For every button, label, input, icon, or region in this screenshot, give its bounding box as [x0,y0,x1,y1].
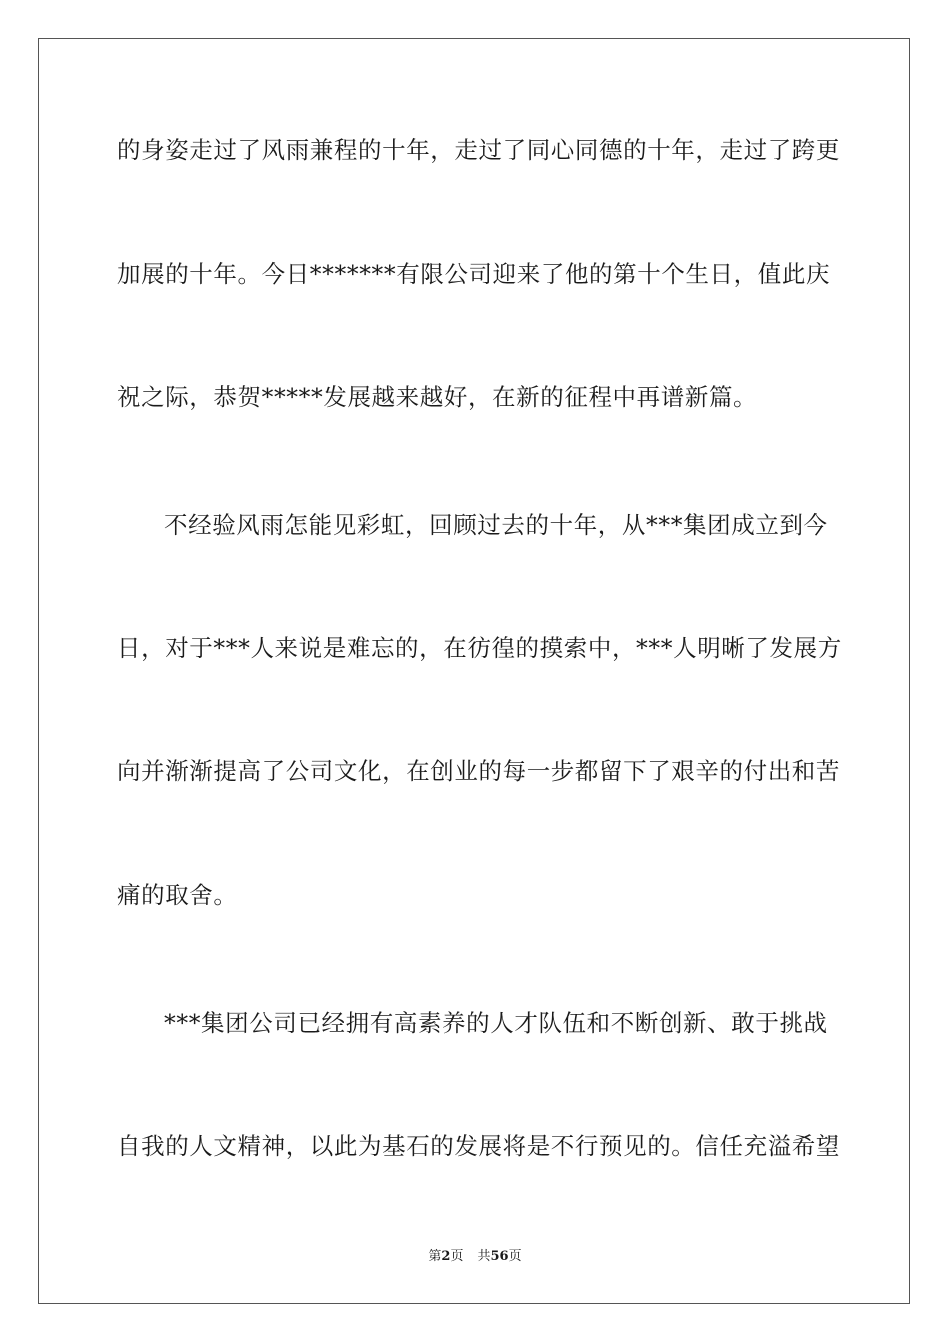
paragraph-line-2: 加展的十年。今日*******有限公司迎来了他的第十个生日，值此庆 [117,260,831,288]
paragraph-line-5: 日，对于***人来说是难忘的，在彷徨的摸索中，***人明晰了发展方 [117,634,842,662]
page-label-suffix: 页 [450,1249,464,1264]
total-label-suffix: 页 [508,1249,522,1264]
paragraph-line-9: 自我的人文精神，以此为基石的发展将是不行预见的。信任充溢希望 [117,1132,840,1160]
paragraph-line-6: 向并渐渐提高了公司文化，在创业的每一步都留下了艰辛的付出和苦 [117,757,840,785]
paragraph-line-3: 祝之际，恭贺*****发展越来越好，在新的征程中再谱新篇。 [117,383,758,411]
page-border [38,38,910,1304]
paragraph-line-4: 不经验风雨怎能见彩虹，回顾过去的十年，从***集团成立到今 [164,511,828,539]
paragraph-line-8: ***集团公司已经拥有高素养的人才队伍和不断创新、敢于挑战 [164,1009,828,1037]
page-number: 2 [441,1249,451,1264]
paragraph-line-1: 的身姿走过了风雨兼程的十年，走过了同心同德的十年，走过了跨更 [117,136,840,164]
total-pages: 56 [490,1249,509,1264]
page-label-prefix: 第 [428,1249,442,1264]
paragraph-line-7: 痛的取舍。 [117,881,238,909]
total-label-prefix: 共 [477,1249,491,1264]
page-footer [0,1248,950,1266]
